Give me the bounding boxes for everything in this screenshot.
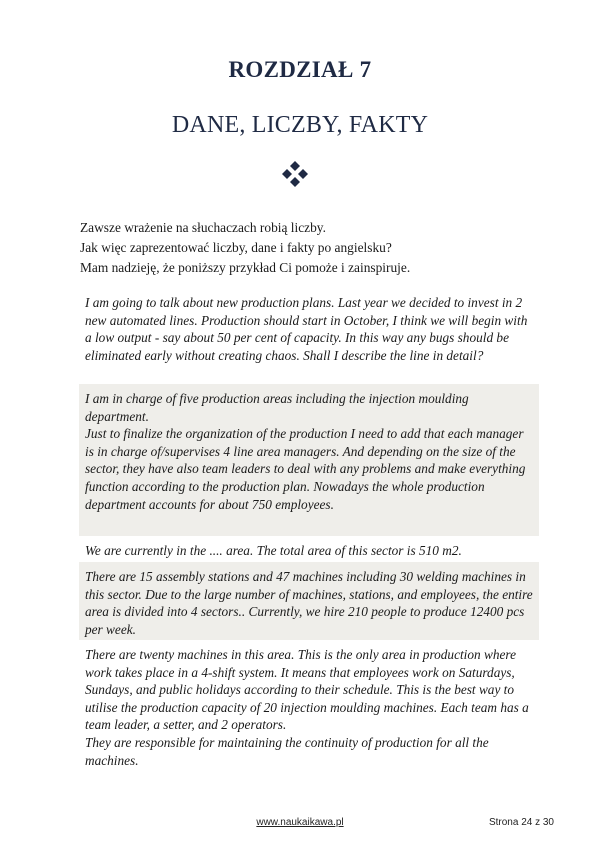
example-block-production-plans (79, 288, 539, 384)
intro-text (80, 218, 540, 278)
diamond-top (290, 161, 300, 171)
block-paragraph: There are 15 assembly stations and 47 machines including 30 welding machines in this sector. Due to the large number of machines, stations, and employees, the entire area is divided into 4 sectors.. Currently, we hire 210 people to produce 12400 pcs per week. (85, 569, 533, 637)
block-paragraph: I am going to talk about new production plans. Last year we decided to invest in 2 new automated lines. Production should start in October, I think we will begin with a low output - say about 50 per cent of capacity. In this way any bugs should be eliminated early without creating chaos. Shall I describe the line in detail? (85, 295, 528, 363)
page-number: Strona 24 z 30 (488, 817, 554, 828)
block-paragraph: There are twenty machines in this area. This is the only area in production where work takes place in a 4-shift system. It means that employees work on Saturdays, Sundays, and public holidays according to their schedule. This is the best way to utilise the production capacity of 20 injection moulding machines. Each team has a team leader, a setter, and 2 operators. (85, 647, 529, 733)
intro-line: Jak więc zaprezentować liczby, dane i fakty po angielsku? (80, 240, 392, 255)
diamond-cluster-icon (281, 160, 309, 188)
website-link[interactable]: www.naukaikawa.pl (256, 817, 344, 828)
diamond-right (298, 169, 308, 179)
diamond-bottom (290, 177, 300, 187)
example-block-area-size (79, 536, 539, 562)
chapter-heading: ROZDZIAŁ 7 (228, 57, 372, 82)
example-block-assembly-stations (79, 562, 539, 640)
example-block-shift-system (79, 640, 539, 778)
diamond-left (282, 169, 292, 179)
block-paragraph: I am in charge of five production areas including the injection moulding department. (85, 391, 469, 424)
intro-line: Zawsze wrażenie na słuchaczach robią liczby. (80, 220, 326, 235)
example-blocks (79, 288, 539, 778)
page-title: DANE, LICZBY, FAKTY (171, 112, 429, 138)
intro-line: Mam nadzieję, że poniższy przykład Ci pomoże i zainspiruje. (80, 260, 411, 275)
block-paragraph: We are currently in the .... area. The total area of this sector is 510 m2. (85, 543, 462, 558)
block-paragraph: Just to finalize the organization of the production I need to add that each manager is in charge of/supervises 4 line area managers. And depending on the size of the sector, they have also team leaders to deal with any problems and make everything function according to the production plan. Nowadays the whole production department accounts for about 750 employees. (85, 426, 526, 512)
example-block-production-areas (79, 384, 539, 536)
block-paragraph: They are responsible for maintaining the continuity of production for all the machines. (85, 734, 489, 768)
